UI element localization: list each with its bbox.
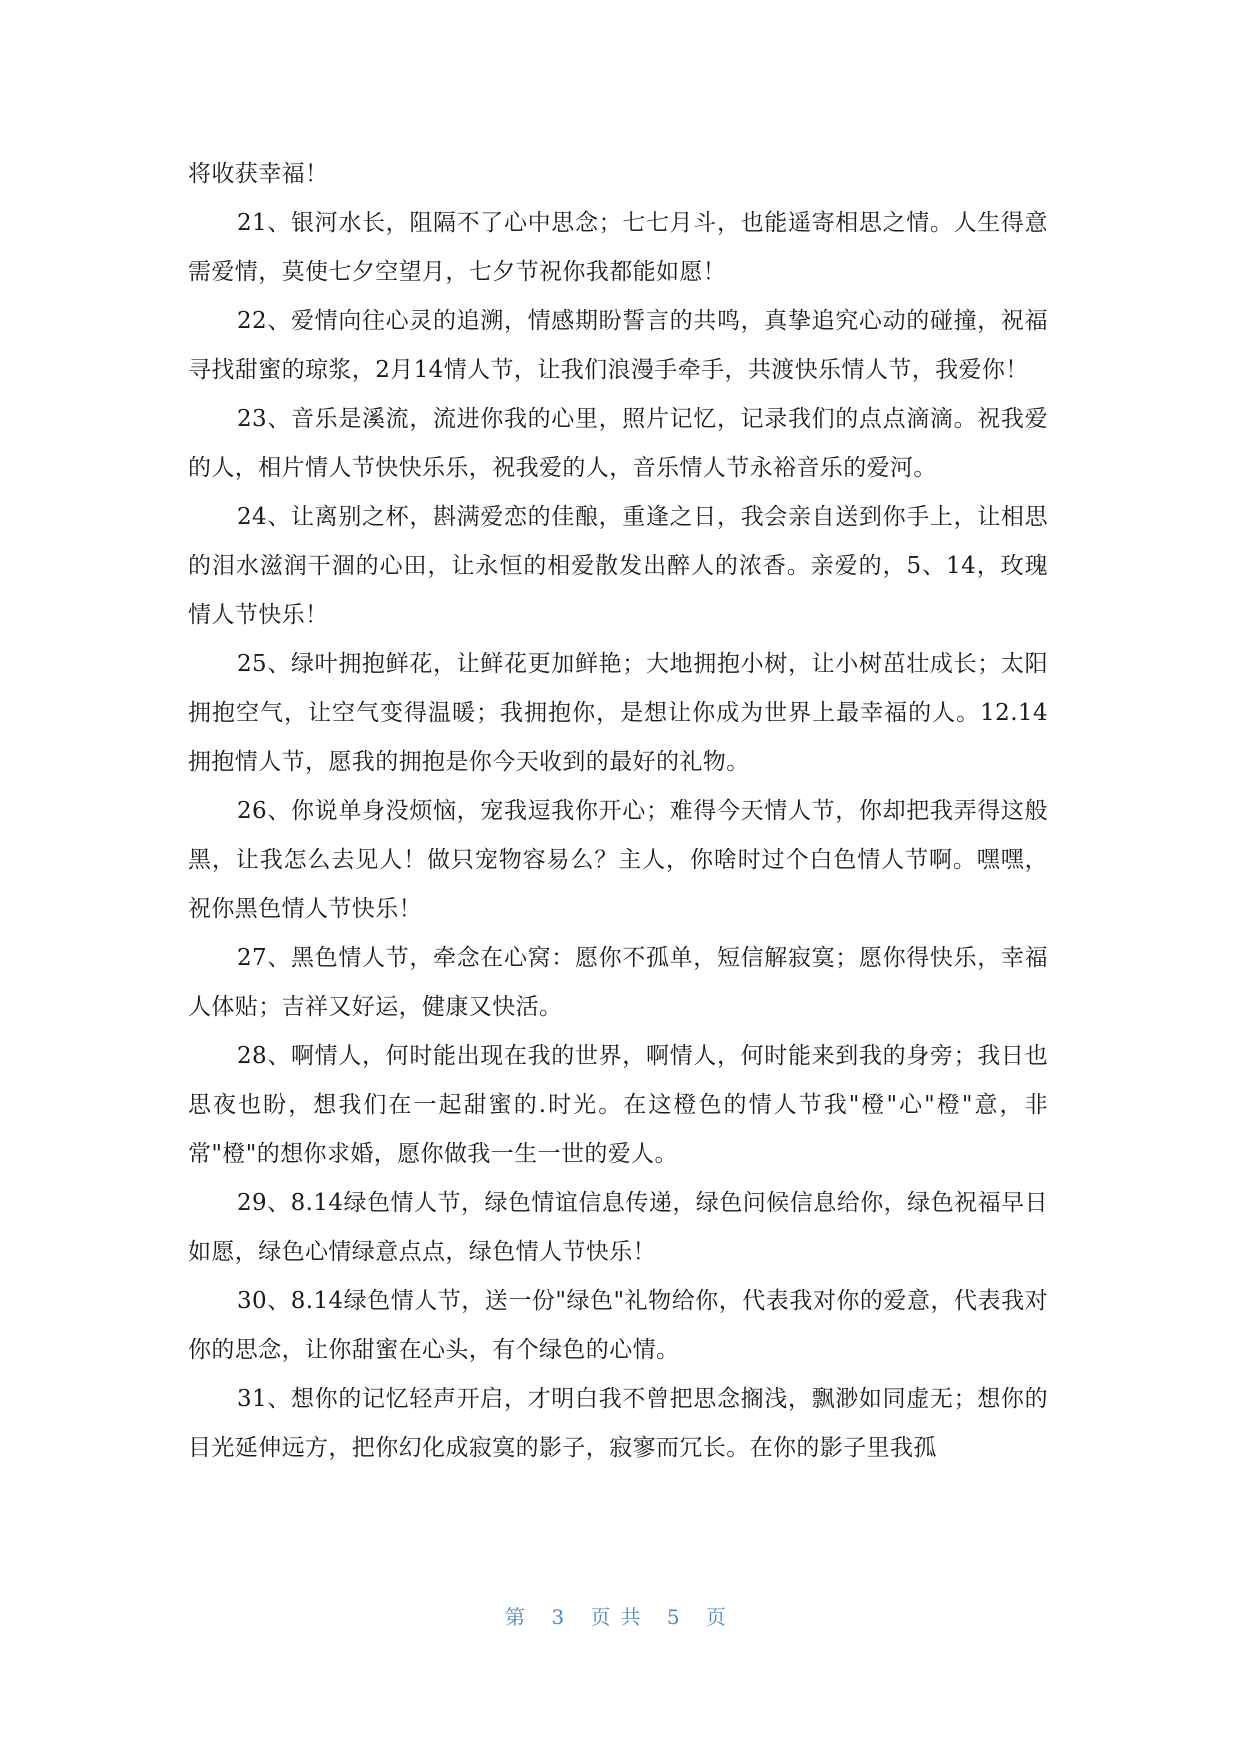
paragraph-25: 25、绿叶拥抱鲜花，让鲜花更加鲜艳；大地拥抱小树，让小树茁壮成长；太阳拥抱空气，让空气变得温暖；我拥抱你，是想让你成为世界上最幸福的人。12.14拥抱情人节，愿我的拥抱是你今天收到的最好的礼物。 <box>188 651 1048 775</box>
paragraph-22: 22、爱情向往心灵的追溯，情感期盼誓言的共鸣，真挚追究心动的碰撞，祝福寻找甜蜜的琼浆，2月14情人节，让我们浪漫手牵手，共渡快乐情人节，我爱你！ <box>188 308 1048 383</box>
paragraph-23: 23、音乐是溪流，流进你我的心里，照片记忆，记录我们的点点滴滴。祝我爱的人，相片情人节快快乐乐，祝我爱的人，音乐情人节永裕音乐的爱河。 <box>188 406 1048 481</box>
paragraph-27: 27、黑色情人节，牵念在心窝：愿你不孤单，短信解寂寞；愿你得快乐，幸福人体贴；吉祥又好运，健康又快活。 <box>188 945 1048 1020</box>
paragraph-28: 28、啊情人，何时能出现在我的世界，啊情人，何时能来到我的身旁；我日也思夜也盼，想我们在一起甜蜜的.时光。在这橙色的情人节我"橙"心"橙"意，非常"橙"的想你求婚，愿你做我一生一世的爱人。 <box>188 1043 1048 1167</box>
continued-text: 将收获幸福！ <box>188 161 329 187</box>
paragraph-30: 30、8.14绿色情人节，送一份"绿色"礼物给你，代表我对你的爱意，代表我对你的思念，让你甜蜜在心头，有个绿色的心情。 <box>188 1288 1048 1363</box>
paragraph-26: 26、你说单身没烦恼，宠我逗我你开心；难得今天情人节，你却把我弄得这般黑，让我怎么去见人！做只宠物容易么？主人，你啥时过个白色情人节啊。嘿嘿，祝你黑色情人节快乐！ <box>188 798 1048 922</box>
paragraph-24: 24、让离别之杯，斟满爱恋的佳酿，重逢之日，我会亲自送到你手上，让相思的泪水滋润干涸的心田，让永恒的相爱散发出醉人的浓香。亲爱的，5、14，玫瑰情人节快乐！ <box>188 504 1048 628</box>
paragraph-29: 29、8.14绿色情人节，绿色情谊信息传递，绿色问候信息给你，绿色祝福早日如愿，绿色心情绿意点点，绿色情人节快乐！ <box>188 1190 1048 1265</box>
paragraph-21: 21、银河水长，阻隔不了心中思念；七七月斗，也能遥寄相思之情。人生得意需爱情，莫使七夕空望月，七夕节祝你我都能如愿！ <box>188 210 1048 285</box>
page-number-footer: 第 3 页共 5 页 <box>505 1605 736 1629</box>
document-body <box>188 150 1048 1473</box>
paragraph-31: 31、想你的记忆轻声开启，才明白我不曾把思念搁浅，飘渺如同虚无；想你的目光延伸远方，把你幻化成寂寞的影子，寂寥而冗长。在你的影子里我孤 <box>188 1386 1048 1461</box>
